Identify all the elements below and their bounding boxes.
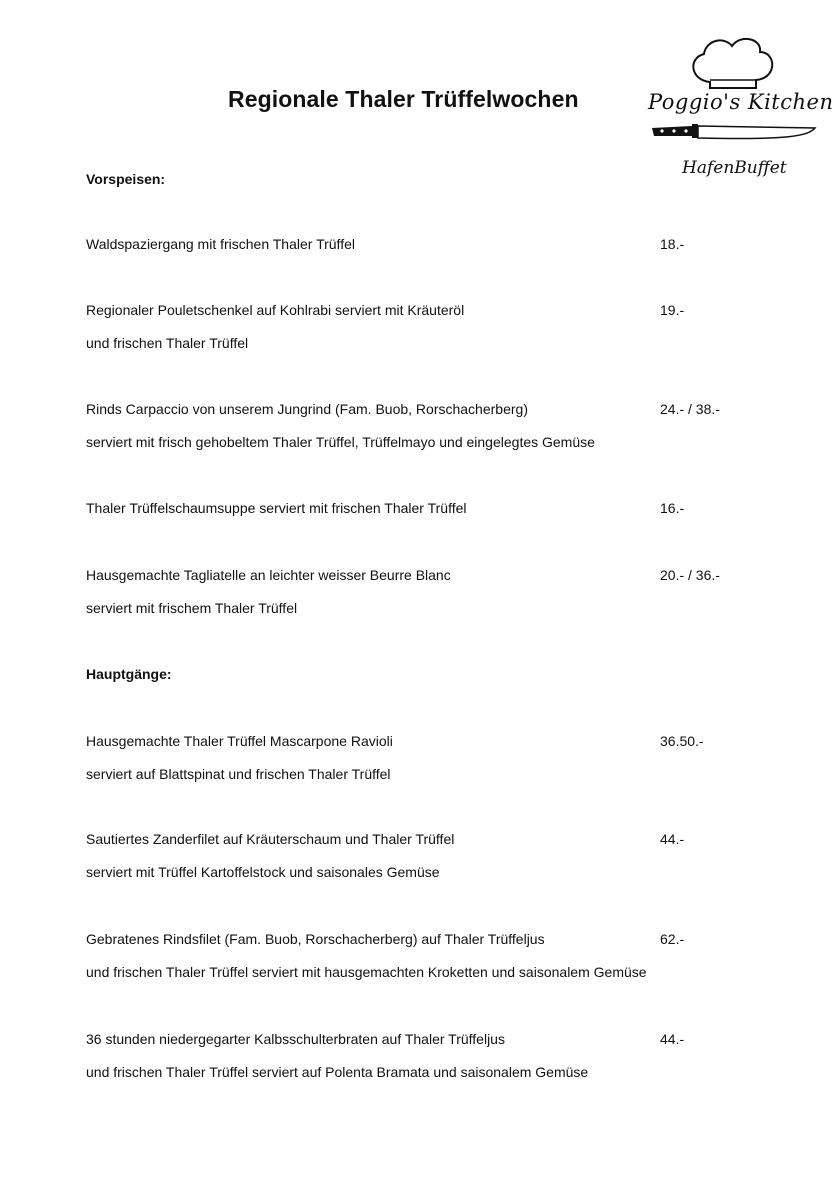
menu-item-line: und frischen Thaler Trüffel serviert mit hausgemachten Kroketten und saisonalem Gemüse [86, 964, 647, 980]
menu-item-line: Regionaler Pouletschenkel auf Kohlrabi serviert mit Kräuteröl [86, 302, 465, 318]
menu-item-line: Hausgemachte Tagliatelle an leichter weisser Beurre Blanc [86, 567, 451, 583]
menu-item-price: 16.- [660, 500, 685, 516]
page-title: Regionale Thaler Trüffelwochen [228, 86, 579, 112]
menu-item-line: serviert auf Blattspinat und frischen Thaler Trüffel [86, 766, 391, 782]
logo [640, 30, 834, 190]
menu-item-price: 44.- [660, 831, 685, 847]
logo-brand: Poggio's Kitchen [648, 90, 834, 114]
menu-item-line: serviert mit frischem Thaler Trüffel [86, 600, 298, 616]
menu-item-line: und frischen Thaler Trüffel serviert auf Polenta Bramata und saisonalem Gemüse [86, 1064, 589, 1080]
menu-item-price: 44.- [660, 1031, 685, 1047]
menu-item-line: Sautiertes Zanderfilet auf Kräuterschaum und Thaler Trüffel [86, 831, 455, 847]
menu-item-price: 19.- [660, 302, 685, 318]
section-heading: Hauptgänge: [86, 666, 172, 682]
menu-item-price: 24.- / 38.- [660, 401, 720, 417]
menu-item-line: serviert mit Trüffel Kartoffelstock und saisonales Gemüse [86, 864, 440, 880]
menu-item-line: 36 stunden niedergegarter Kalbsschulterbraten auf Thaler Trüffeljus [86, 1031, 505, 1047]
menu-item-price: 36.50.- [660, 733, 704, 749]
menu-item-line: Rinds Carpaccio von unserem Jungrind (Fam. Buob, Rorschacherberg) [86, 401, 528, 417]
menu-item-line: Gebratenes Rindsfilet (Fam. Buob, Rorschacherberg) auf Thaler Trüffeljus [86, 931, 545, 947]
section-heading: Vorspeisen: [86, 171, 166, 187]
menu-item-line: Hausgemachte Thaler Trüffel Mascarpone Ravioli [86, 733, 393, 749]
menu-item-price: 20.- / 36.- [660, 567, 720, 583]
menu-item-line: Waldspaziergang mit frischen Thaler Trüffel [86, 236, 355, 252]
menu-item-line: serviert mit frisch gehobeltem Thaler Trüffel, Trüffelmayo und eingelegtes Gemüse [86, 434, 595, 450]
menu-item-line: und frischen Thaler Trüffel [86, 335, 249, 351]
menu-item-line: Thaler Trüffelschaumsuppe serviert mit frischen Thaler Trüffel [86, 500, 467, 516]
logo-subtitle: HafenBuffet [682, 158, 787, 178]
menu-item-price: 18.- [660, 236, 685, 252]
menu-item-price: 62.- [660, 931, 685, 947]
